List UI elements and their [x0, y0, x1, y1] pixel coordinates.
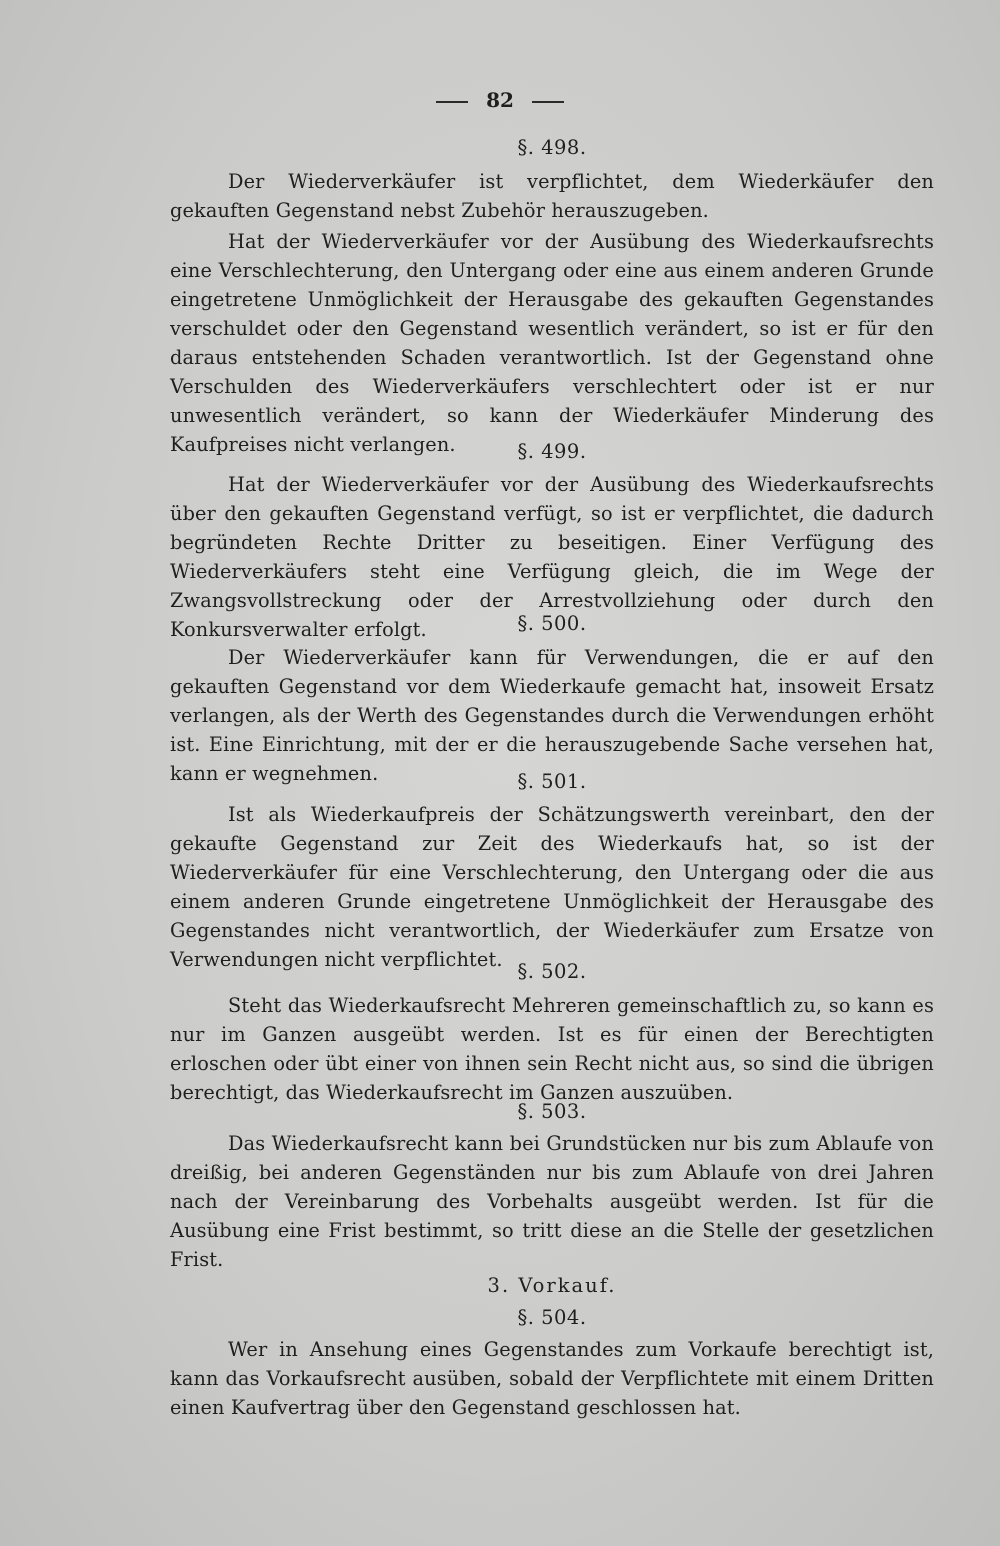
page-number [0, 88, 1000, 112]
page-number-value: 82 [486, 88, 514, 112]
paragraph: Ist als Wiederkaufpreis der Schätzungswerth vereinbart, den der gekaufte Gegenstand zur Zeit des Wiederkaufs hat, so ist der Wiederverkäufer für eine Verschlechterung, den Untergang oder die aus einem anderen Grunde eingetretene Unmöglichkeit der Herausgabe des Gegenstandes nicht verantwortlich, der Wiederkäufer zum Ersatze von Verwendungen nicht verpflichtet. [170, 803, 934, 971]
section-number-502: §. 502. [517, 960, 587, 983]
section-number-503: §. 503. [517, 1100, 587, 1123]
section-body-504 [170, 1335, 934, 1422]
section-number-499: §. 499. [517, 440, 587, 463]
section-body-501 [170, 800, 934, 974]
section-body-498 [170, 167, 934, 459]
paragraph: Hat der Wiederverkäufer vor der Ausübung des Wiederkaufsrechts eine Verschlechterung, den Untergang oder eine aus einem anderen Grunde eingetretene Unmöglichkeit der Herausgabe des gekauften Gegenstandes verschuldet oder den Gegenstand wesentlich verändert, so ist er für den daraus entstehenden Schaden verantwortlich. Ist der Gegenstand ohne Verschulden des Wiederverkäufers verschlechtert oder ist er nur unwesentlich verändert, so kann der Wiederkäufer Minderung des Kaufpreises nicht verlangen. [170, 230, 934, 456]
section-number-500: §. 500. [517, 612, 587, 635]
paragraph: Hat der Wiederverkäufer vor der Ausübung des Wiederkaufsrechts über den gekauften Gegenstand verfügt, so ist er verpflichtet, die dadurch begründeten Rechte Dritter zu beseitigen. Einer Verfügung des Wiederverkäufers steht eine Verfügung gleich, die im Wege der Zwangsvollstreckung oder der Arrestvollziehung oder durch den Konkursverwalter erfolgt. [170, 473, 934, 641]
page-number-dash-right [532, 101, 564, 103]
section-number-501: §. 501. [517, 770, 587, 793]
section-number-504: §. 504. [517, 1306, 587, 1329]
page-number-dash-left [436, 101, 468, 103]
section-body-502 [170, 991, 934, 1107]
paragraph: Der Wiederverkäufer ist verpflichtet, dem Wiederkäufer den gekauften Gegenstand nebst Zubehör herauszugeben. [170, 170, 934, 222]
section-body-503 [170, 1129, 934, 1274]
paragraph: Steht das Wiederkaufsrecht Mehreren gemeinschaftlich zu, so kann es nur im Ganzen ausgeübt werden. Ist es für einen der Berechtigten erloschen oder übt einer von ihnen sein Recht nicht aus, so sind die übrigen berechtigt, das Wiederkaufsrecht im Ganzen auszuüben. [170, 994, 934, 1104]
section-number-498: §. 498. [517, 136, 587, 159]
chapter-heading-vorkauf: 3. Vorkauf. [487, 1274, 617, 1297]
paragraph: Das Wiederkaufsrecht kann bei Grundstücken nur bis zum Ablaufe von dreißig, bei anderen Gegenständen nur bis zum Ablaufe von drei Jahren nach der Vereinbarung des Vorbehalts ausgeübt werden. Ist für die Ausübung eine Frist bestimmt, so tritt diese an die Stelle der gesetzlichen Frist. [170, 1132, 934, 1271]
paragraph: Wer in Ansehung eines Gegenstandes zum Vorkaufe berechtigt ist, kann das Vorkaufsrecht ausüben, sobald der Verpflichtete mit einem Dritten einen Kaufvertrag über den Gegenstand geschlossen hat. [170, 1338, 934, 1419]
paragraph: Der Wiederverkäufer kann für Verwendungen, die er auf den gekauften Gegenstand vor dem Wiederkaufe gemacht hat, insoweit Ersatz verlangen, als der Werth des Gegenstandes durch die Verwendungen erhöht ist. Eine Einrichtung, mit der er die herauszugebende Sache versehen hat, kann er wegnehmen. [170, 646, 934, 785]
section-body-500 [170, 643, 934, 788]
